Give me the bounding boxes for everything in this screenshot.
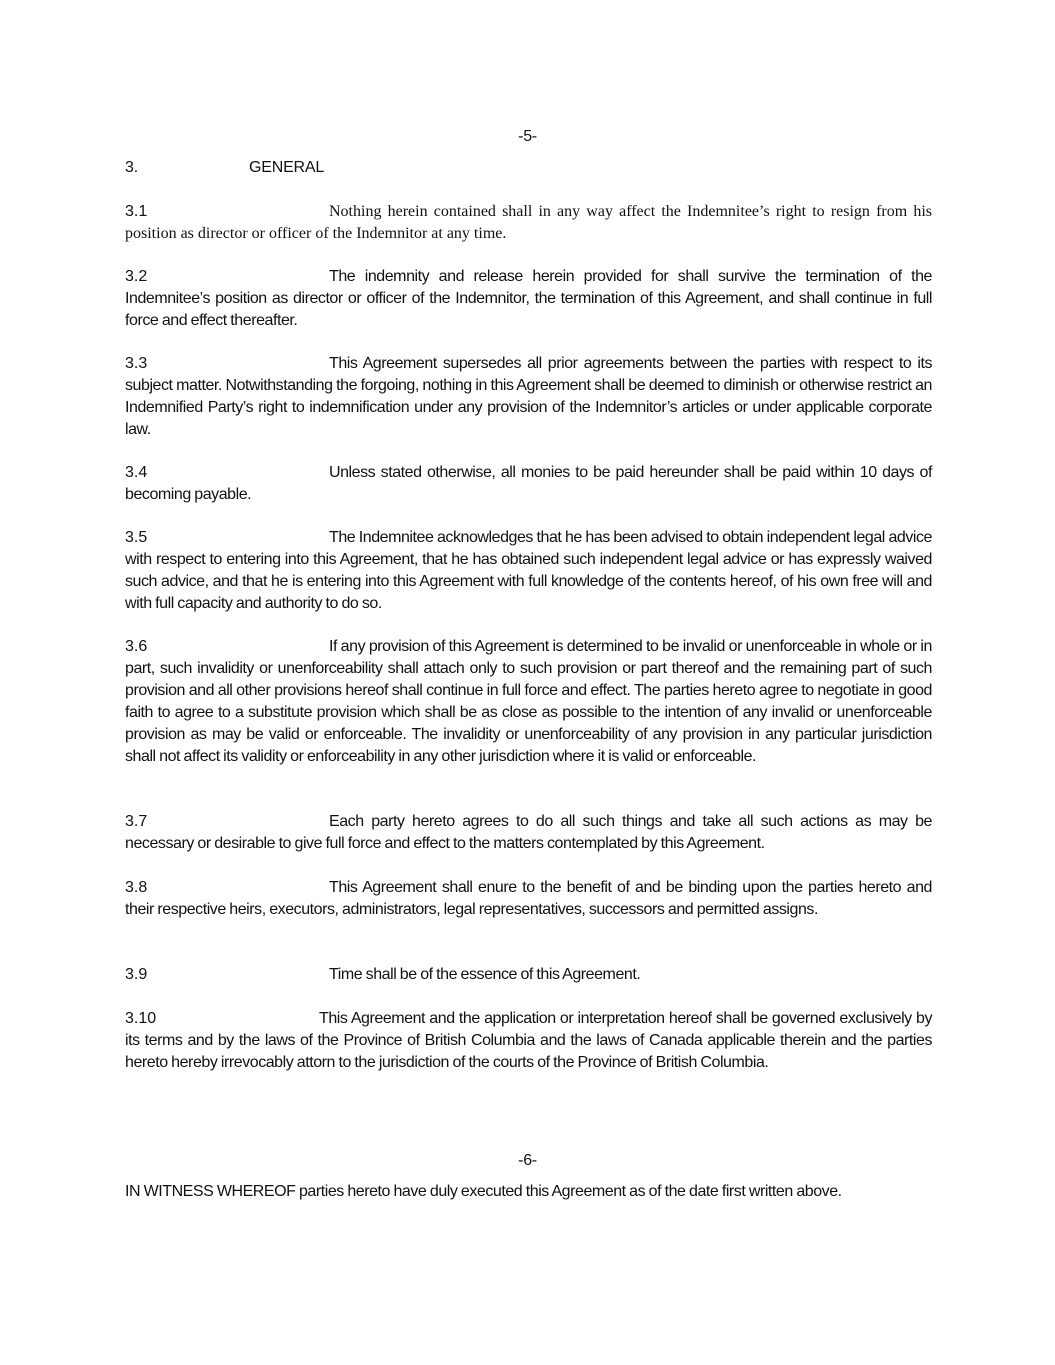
- clause-3-4: [125, 462, 932, 506]
- clause-3-6: [125, 636, 932, 768]
- clause-number: 3.1: [125, 203, 148, 220]
- clause-number: 3.8: [125, 879, 148, 896]
- clause-3-1: [125, 201, 932, 245]
- clause-number: 3.7: [125, 813, 148, 830]
- clause-3-9: [125, 964, 932, 986]
- clause-text: This Agreement and the application or interpretation hereof shall be governed exclusively by its terms and by the laws of the Province of British Columbia and the laws of Canada applicable therein and the parties hereto hereby irrevocably attorn to the jurisdiction of the courts of the Province of British Columbia.: [125, 1010, 932, 1071]
- clause-text: The Indemnitee acknowledges that he has been advised to obtain independent legal advice with respect to entering into this Agreement, that he has obtained such independent legal advice or has expressly waived such advice, and that he is entering into this Agreement with full knowledge of the contents hereof, of his own free will and with full capacity and authority to do so.: [125, 529, 932, 612]
- clause-3-7: [125, 811, 932, 855]
- clause-text: This Agreement supersedes all prior agreements between the parties with respect to its subject matter. Notwithstanding the forgoing, nothing in this Agreement shall be deemed to diminish or otherwise restrict an Indemnified Party’s right to indemnification under any provision of the Indemnitor’s articles or under applicable corporate law.: [125, 355, 932, 438]
- clause-3-2: [125, 266, 932, 332]
- section-heading: [125, 157, 324, 179]
- clause-text: Nothing herein contained shall in any way affect the Indemnitee’s right to resign from his position as director or officer of the Indemnitor at any time.: [125, 203, 932, 242]
- page-number: -6-: [518, 1152, 537, 1169]
- section-title: GENERAL: [249, 159, 325, 176]
- page-number: -5-: [518, 128, 537, 145]
- clause-text: Time shall be of the essence of this Agreement.: [329, 966, 641, 983]
- clause-number: 3.3: [125, 355, 148, 372]
- clause-number: 3.6: [125, 638, 148, 655]
- clause-text: Each party hereto agrees to do all such things and take all such actions as may be necessary or desirable to give full force and effect to the matters contemplated by this Agreement.: [125, 813, 932, 852]
- clause-number: 3.9: [125, 966, 148, 983]
- clause-number: 3.2: [125, 268, 148, 285]
- clause-text: Unless stated otherwise, all monies to be paid hereunder shall be paid within 10 days of becoming payable.: [125, 464, 932, 503]
- clause-text: The indemnity and release herein provided for shall survive the termination of the Indemnitee’s position as director or officer of the Indemnitor, the termination of this Agreement, and shall continue in full force and effect thereafter.: [125, 268, 932, 329]
- clause-3-3: [125, 353, 932, 441]
- clause-3-10: [125, 1008, 932, 1074]
- clause-3-8: [125, 877, 932, 921]
- section-number: 3.: [125, 159, 138, 176]
- clause-text: If any provision of this Agreement is determined to be invalid or unenforceable in whole or in part, such invalidity or unenforceability shall attach only to such provision or part thereof and the remaining part of such provision and all other provisions hereof shall continue in full force and effect. The parties hereto agree to negotiate in good faith to agree to a substitute provision which shall be as close as possible to the intention of any invalid or unenforceable provision as may be valid or enforceable. The invalidity or unenforceability of any provision in any particular jurisdiction shall not affect its validity or enforceability in any other jurisdiction where it is valid or enforceable.: [125, 638, 932, 765]
- witness-statement: IN WITNESS WHEREOF parties hereto have duly executed this Agreement as of the date first written above.: [125, 1183, 842, 1200]
- clause-number: 3.10: [125, 1010, 157, 1027]
- clause-number: 3.4: [125, 464, 148, 481]
- clause-3-5: [125, 527, 932, 615]
- clause-text: This Agreement shall enure to the benefit of and be binding upon the parties hereto and their respective heirs, executors, administrators, legal representatives, successors and permitted assigns.: [125, 879, 932, 918]
- clause-number: 3.5: [125, 529, 148, 546]
